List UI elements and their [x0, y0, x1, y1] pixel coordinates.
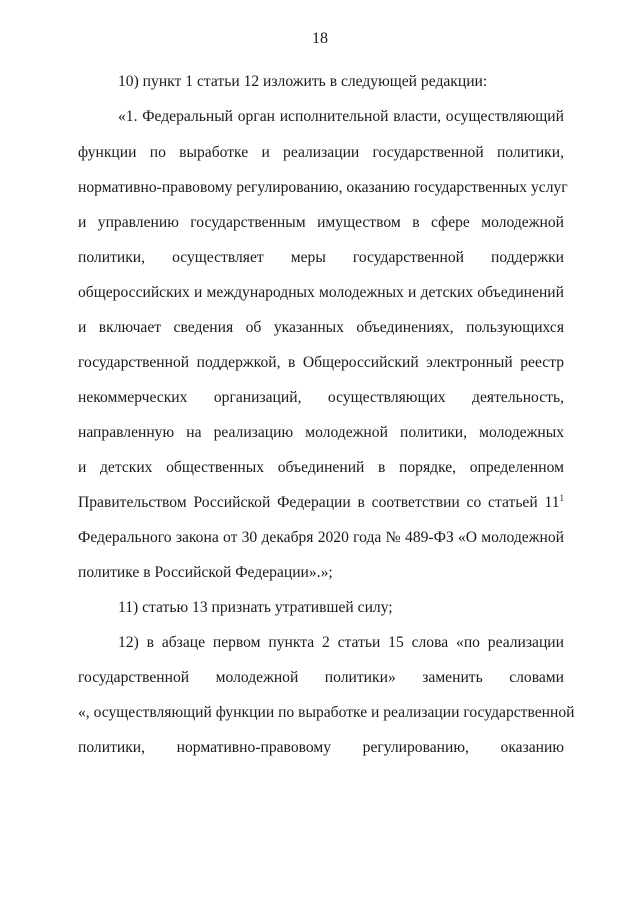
text-line: и включает сведения об указанных объединениях, пользующихся — [78, 319, 564, 336]
text-line: и управлению государственным имуществом в сфере молодежной — [78, 214, 564, 231]
text-line: политики, нормативно-правовому регулированию, оказанию — [78, 739, 564, 756]
text-line: государственной молодежной политики» заменить словами — [78, 669, 564, 686]
text-line: политики, осуществляет меры государственной поддержки — [78, 249, 564, 266]
text-line: государственной поддержкой, в Общероссийский электронный реестр — [78, 354, 564, 371]
text-line: общероссийских и международных молодежных и детских объединений — [78, 284, 564, 301]
text-line: нормативно-правовому регулированию, оказанию государственных услуг — [78, 179, 568, 196]
text-line: «, осуществляющий функции по выработке и реализации государственной — [78, 704, 575, 721]
text-line — [78, 493, 564, 513]
text-line: 11) статью 13 признать утратившей силу; — [118, 599, 393, 616]
text-line: и детских общественных объединений в порядке, определенном — [78, 459, 564, 476]
text-line: «1. Федеральный орган исполнительной власти, осуществляющий — [118, 108, 564, 125]
text-line-content: Правительством Российской Федерации в соответствии со статьей 11 — [78, 494, 560, 511]
text-line: некоммерческих организаций, осуществляющих деятельность, — [78, 389, 564, 406]
text-line: политике в Российской Федерации».»; — [78, 564, 333, 581]
page-number: 18 — [312, 30, 328, 47]
text-line: Федерального закона от 30 декабря 2020 года № 489-ФЗ «О молодежной — [78, 529, 564, 546]
text-line: 12) в абзаце первом пункта 2 статьи 15 слова «по реализации — [118, 634, 564, 651]
text-line: функции по выработке и реализации государственной политики, — [78, 144, 564, 161]
superscript: 1 — [559, 492, 564, 503]
text-line: 10) пункт 1 статьи 12 изложить в следующей редакции: — [118, 73, 488, 90]
text-line: направленную на реализацию молодежной политики, молодежных — [78, 424, 564, 441]
